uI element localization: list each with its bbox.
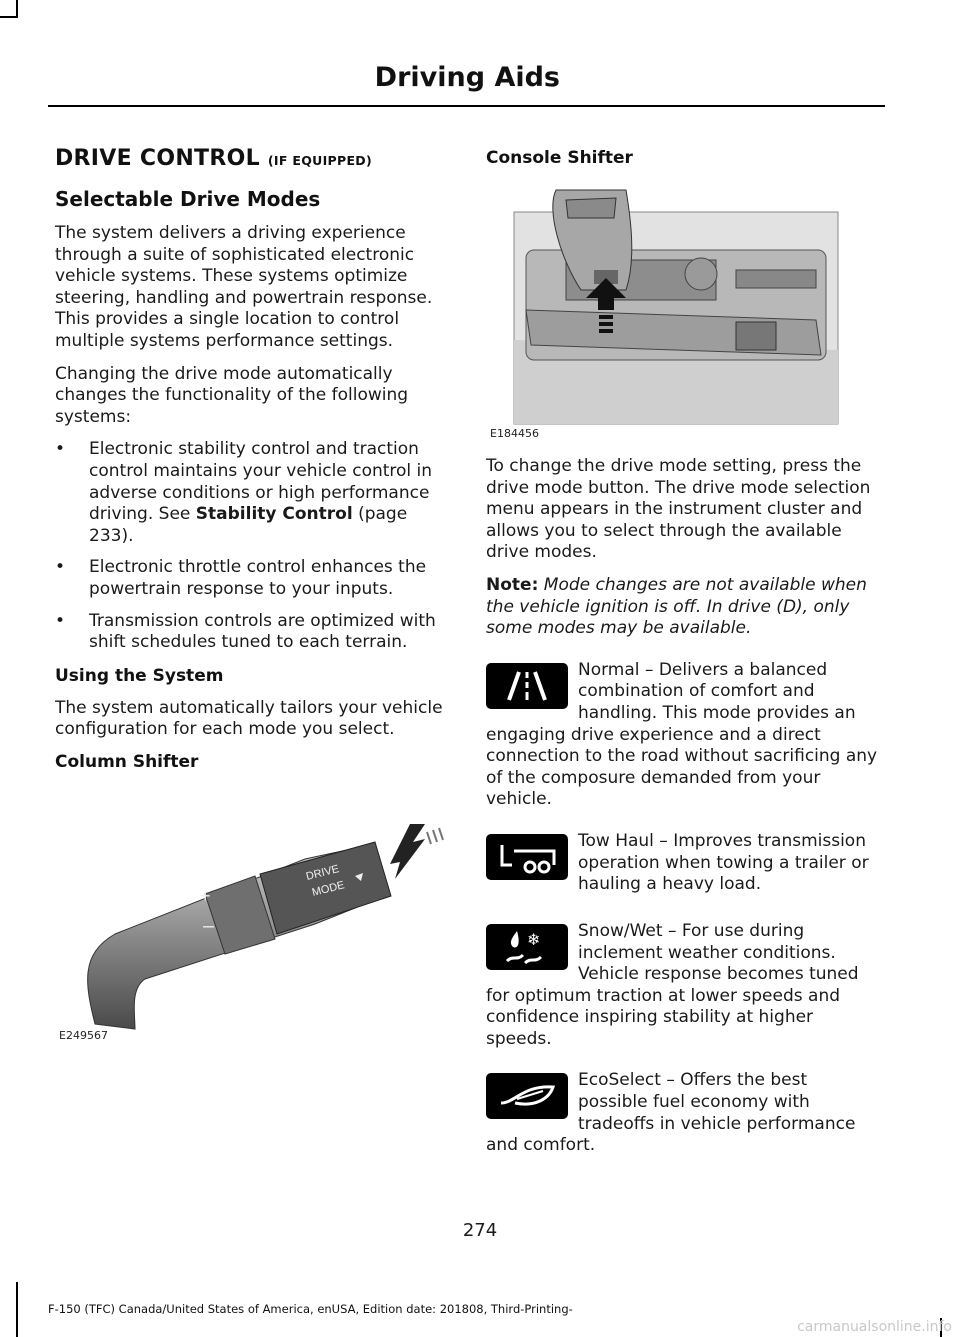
svg-text:–: – xyxy=(203,914,215,937)
systems-paragraph: Changing the drive mode automatically changes the functionality of the following systems: xyxy=(55,363,409,427)
intro-paragraph: The system delivers a driving experience through a suite of sophisticated electronic vehicle systems. These systems optimize steering, handling and powertrain response. This provides a single location to control multiple systems performance settings. xyxy=(55,223,433,351)
header-rule xyxy=(48,105,885,107)
bullet: • xyxy=(55,439,66,460)
snow-wet-icon xyxy=(486,924,568,970)
mode-tow-haul xyxy=(486,831,881,901)
left-column xyxy=(55,140,447,1044)
console-shifter-figure xyxy=(486,170,842,442)
figure-id: E184456 xyxy=(490,427,539,440)
list-item xyxy=(55,557,447,600)
stability-control-link[interactable]: Stability Control xyxy=(195,504,353,525)
arrow-icon xyxy=(390,824,425,879)
note-label: Note: xyxy=(486,574,539,595)
console-shifter-heading: Console Shifter xyxy=(486,148,633,168)
crop-mark xyxy=(16,1282,18,1337)
section-title-text: DRIVE CONTROL xyxy=(55,146,260,171)
mode-ecoselect-text: EcoSelect – Offers the best possible fuel economy with tradeoffs in vehicle performance and comfort. xyxy=(486,1070,856,1156)
page-reference: (page 233). xyxy=(89,504,408,546)
list-item-text: Electronic stability control and traction control maintains your vehicle control in adverse conditions or high performance driving. See xyxy=(89,439,433,525)
crop-mark xyxy=(0,16,18,18)
note xyxy=(486,575,881,640)
page-header-title: Driving Aids xyxy=(374,62,560,93)
bullet: • xyxy=(55,557,66,578)
bullet: • xyxy=(55,610,66,631)
mode-snow-wet xyxy=(486,921,881,1051)
right-column xyxy=(486,140,881,1177)
mode-normal-text: Normal – Delivers a balanced combination of comfort and handling. This mode provides an engaging drive experience and a direct connection to the road without sacrificing any of the composure demanded from your vehicle. xyxy=(486,659,878,810)
mode-tow-haul-text: Tow Haul – Improves transmission operation when towing a trailer or hauling a heavy load. xyxy=(578,830,869,895)
footer-edition: F-150 (TFC) Canada/United States of America, enUSA, Edition date: 201808, Third-Printing- xyxy=(48,1302,573,1316)
note-text: Mode changes are not available when the vehicle ignition is off. In drive (D), only some modes may be available. xyxy=(486,574,867,639)
section-title-suffix: (IF EQUIPPED) xyxy=(267,153,372,168)
mode-snow-wet-text: Snow/Wet – For use during inclement weather conditions. Vehicle response becomes tuned for optimum traction at lower speeds and confidence inspiring stability at higher speeds. xyxy=(486,920,859,1049)
list-item-text: Electronic throttle control enhances the powertrain response to your inputs. xyxy=(89,557,427,599)
column-shifter-illustration xyxy=(55,784,447,1044)
using-the-system-heading: Using the System xyxy=(55,665,224,686)
drive-mode-label-line2: MODE xyxy=(310,879,346,899)
column-shifter-heading: Column Shifter xyxy=(55,751,199,772)
drive-mode-paragraph: To change the drive mode setting, press the drive mode button. The drive mode selection menu appears in the instrument cluster and allows you to select through the available drive modes. xyxy=(486,456,871,563)
list-item xyxy=(55,439,447,547)
list-item xyxy=(55,611,447,654)
page-number: 274 xyxy=(462,1220,498,1241)
list-item-text: Transmission controls are optimized with shift schedules tuned to each terrain. xyxy=(89,610,436,653)
ecoselect-leaf-icon xyxy=(486,1073,568,1119)
watermark: carmanualsonline.info xyxy=(797,1319,952,1335)
drive-mode-label-line1: DRIVE xyxy=(304,863,341,883)
section-title xyxy=(55,146,447,171)
mode-normal xyxy=(486,660,881,811)
tow-haul-icon xyxy=(486,834,568,880)
figure-id: E249567 xyxy=(59,1028,108,1042)
svg-text:+: + xyxy=(200,885,211,906)
svg-text:❄: ❄ xyxy=(527,929,541,949)
systems-list xyxy=(55,439,447,653)
mode-ecoselect xyxy=(486,1070,881,1156)
using-paragraph: The system automatically tailors your vehicle configuration for each mode you select. xyxy=(55,697,443,740)
column-shifter-figure xyxy=(55,784,447,1044)
selectable-drive-modes-heading: Selectable Drive Modes xyxy=(55,187,321,211)
normal-road-icon xyxy=(486,663,568,709)
console-shifter-illustration xyxy=(486,170,842,442)
